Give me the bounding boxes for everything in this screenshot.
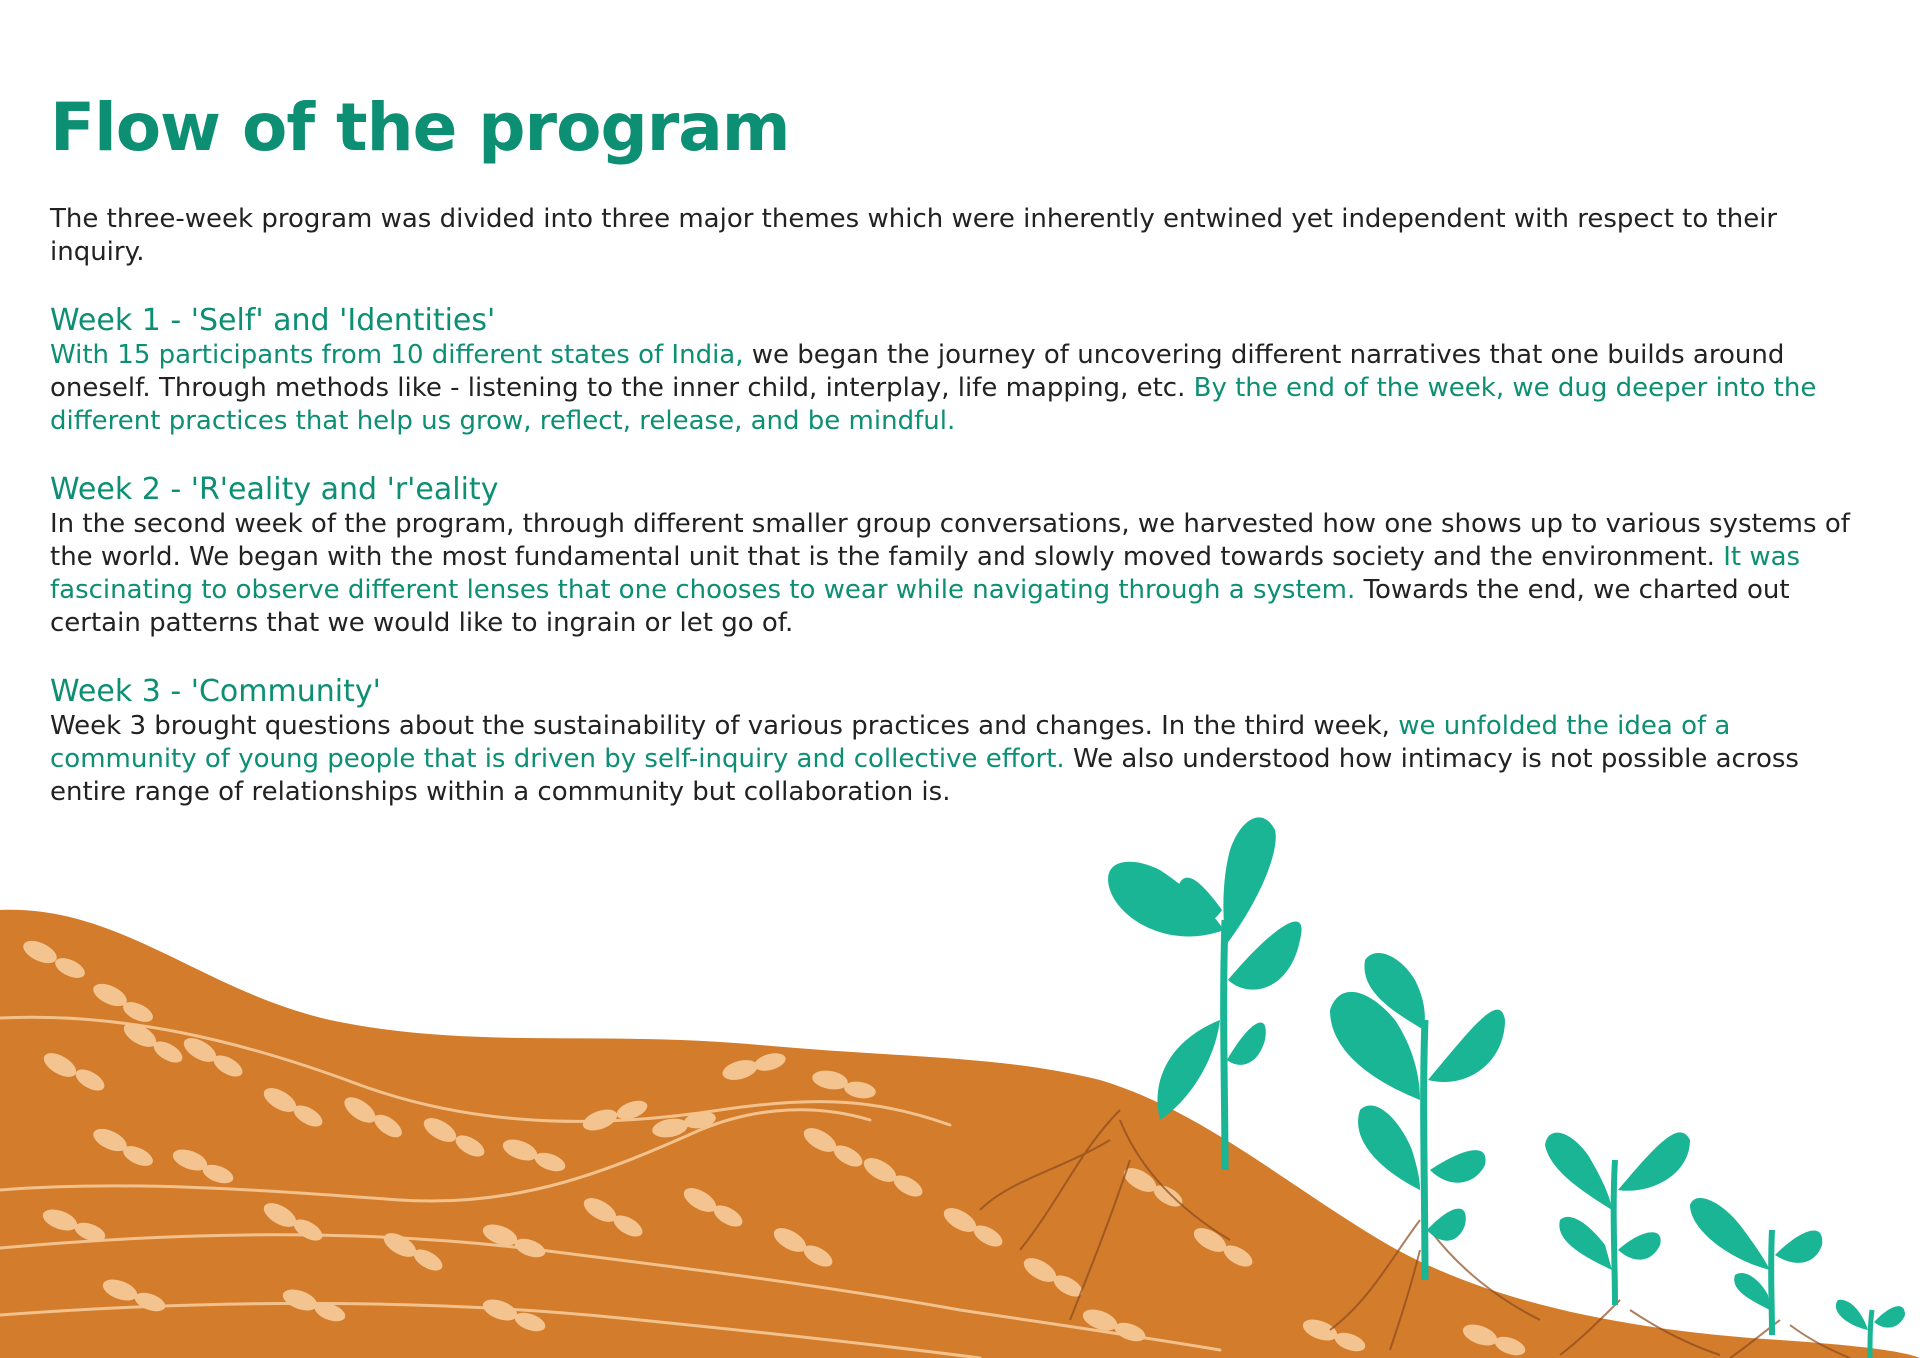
intro-paragraph: The three-week program was divided into three major themes which were inherently entwined yet independent with respect to their inquiry. — [50, 203, 1778, 267]
week-3-section — [50, 674, 1870, 809]
week-3-paragraph — [50, 710, 1870, 809]
week-2-section — [50, 472, 1870, 640]
week-1-text-a: we began the journey of uncovering different narratives that one builds around oneself. Through methods like - listening to the inner child, interplay, life mapping, etc. — [50, 339, 1785, 403]
document-body — [50, 89, 1870, 843]
week-1-section — [50, 303, 1870, 438]
week-3-highlight-a: we unfolded the idea of a community of young people that is driven by self-inquiry and collective effort. — [50, 710, 1731, 774]
sprout-4 — [1690, 1198, 1822, 1335]
page-title: Flow of the program — [50, 89, 790, 166]
week-1-heading: Week 1 - 'Self' and 'Identities' — [50, 302, 496, 338]
sprout-3 — [1545, 1132, 1690, 1305]
week-1-highlight-a: With 15 participants from 10 different states of India, — [50, 339, 744, 370]
week-3-heading: Week 3 - 'Community' — [50, 673, 381, 709]
week-2-text-a: In the second week of the program, through different smaller group conversations, we harvested how one shows up to various systems of the world. We began with the most fundamental unit that is the family and slowly moved towards society and the environment. — [50, 508, 1850, 572]
week-3-text-a: Week 3 brought questions about the sustainability of various practices and changes. In the third week, — [50, 710, 1399, 741]
week-1-paragraph — [50, 339, 1870, 438]
week-2-heading: Week 2 - 'R'eality and 'r'eality — [50, 471, 499, 507]
week-3-text-b: We also understood how intimacy is not possible across entire range of relationships within a community but collaboration is. — [50, 743, 1799, 807]
week-2-paragraph — [50, 508, 1870, 640]
week-2-highlight-a: It was fascinating to observe different lenses that one chooses to wear while navigating through a system. — [50, 541, 1801, 605]
week-2-text-b: Towards the end, we charted out certain patterns that we would like to ingrain or let go of. — [50, 574, 1790, 638]
week-1-highlight-b: By the end of the week, we dug deeper into the different practices that help us grow, reflect, release, and be mindful. — [50, 372, 1817, 436]
